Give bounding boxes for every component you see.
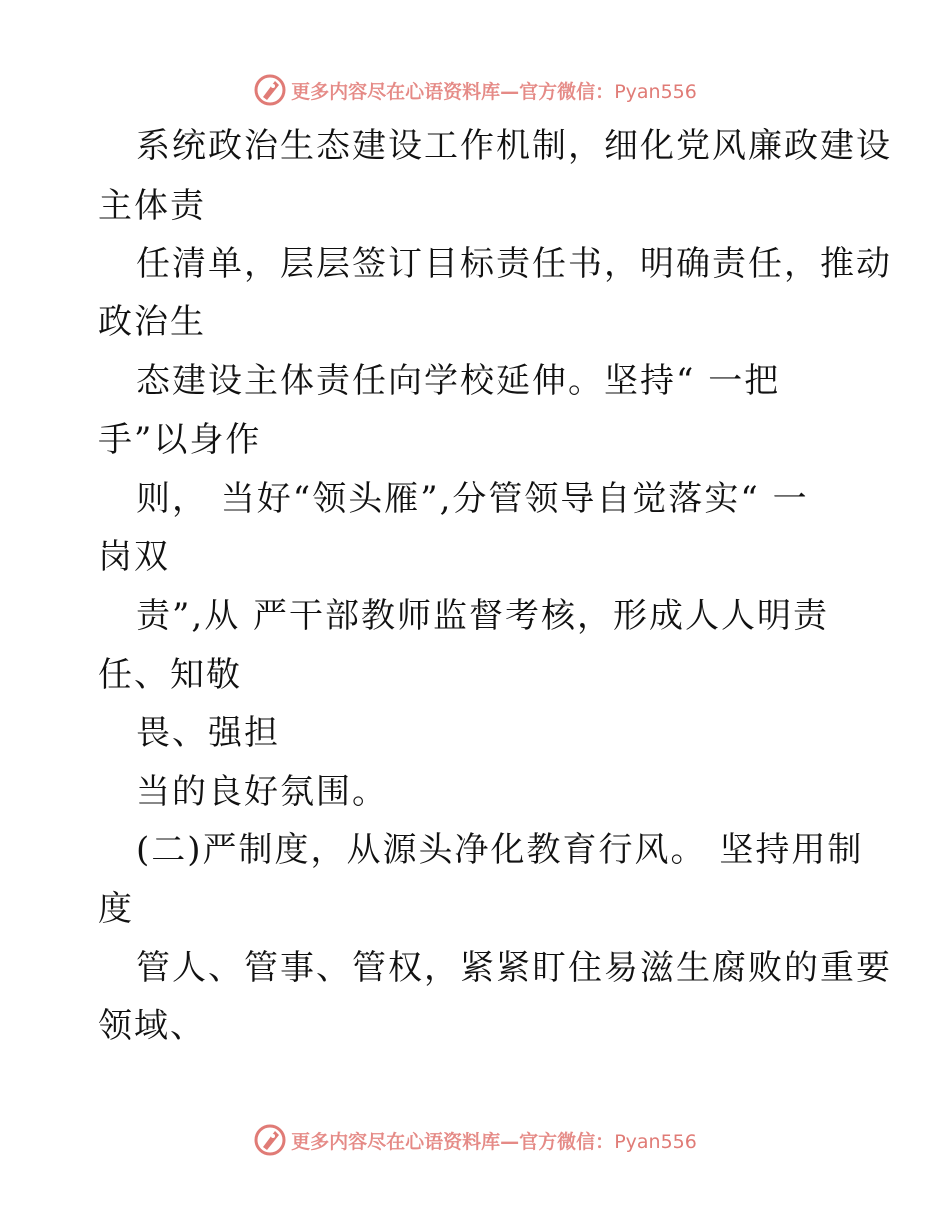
watermark-text bbox=[291, 1127, 697, 1154]
watermark-wechat-id: Pyan556 bbox=[614, 80, 697, 103]
body-line: 畏、强担 bbox=[136, 713, 280, 753]
body-line: 责”,从 严干部教师监督考核，形成人人明责 bbox=[136, 596, 829, 636]
body-line: 领域、 bbox=[98, 1006, 206, 1046]
body-line: 主体责 bbox=[98, 186, 206, 226]
pen-nib-logo-icon bbox=[253, 1123, 287, 1157]
watermark-wechat-label: 官方微信： bbox=[519, 80, 615, 103]
body-line: (二)严制度，从源头净化教育行风。 坚持用制 bbox=[136, 830, 864, 870]
watermark-separator: — bbox=[500, 80, 520, 103]
body-line: 政治生 bbox=[98, 302, 206, 342]
body-line: 任、知敬 bbox=[98, 655, 242, 695]
watermark-wechat-id: Pyan556 bbox=[614, 1130, 697, 1153]
body-line: 度 bbox=[98, 889, 134, 929]
body-line: 系统政治生态建设工作机制，细化党风廉政建设 bbox=[136, 126, 892, 166]
body-line: 岗双 bbox=[98, 537, 170, 577]
watermark-wechat-label: 官方微信： bbox=[519, 1130, 615, 1153]
body-line: 任清单，层层签订目标责任书，明确责任，推动 bbox=[136, 244, 892, 284]
footer-watermark bbox=[0, 1120, 950, 1160]
body-line: 则， 当好“领头雁”,分管领导自觉落实“ 一 bbox=[136, 479, 809, 519]
body-line: 管人、管事、管权，紧紧盯住易滋生腐败的重要 bbox=[136, 948, 892, 988]
body-line: 手”以身作 bbox=[98, 420, 262, 460]
watermark-title: 更多内容尽在心语资料库 bbox=[291, 1130, 501, 1153]
watermark-title: 更多内容尽在心语资料库 bbox=[291, 80, 501, 103]
watermark-separator: — bbox=[500, 1130, 520, 1153]
body-line: 当的良好氛围。 bbox=[136, 772, 388, 812]
body-line: 态建设主体责任向学校延伸。坚持“ 一把 bbox=[136, 361, 781, 401]
